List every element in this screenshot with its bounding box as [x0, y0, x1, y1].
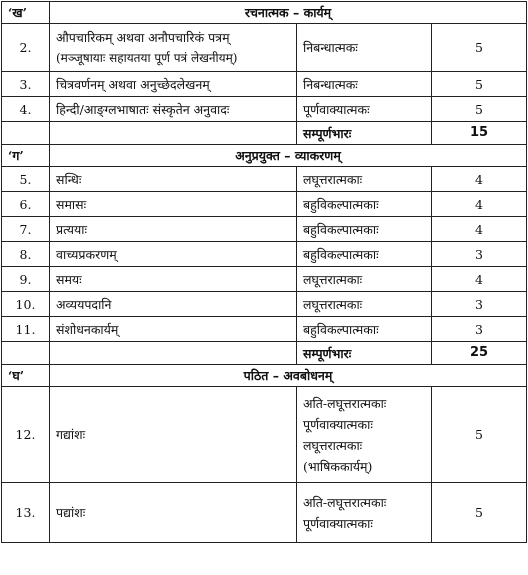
- question-marks: 4: [432, 267, 527, 292]
- question-marks: 5: [432, 483, 527, 543]
- question-type: [297, 387, 432, 483]
- total-row: [2, 342, 527, 365]
- question-type-line: पूर्णवाक्यात्मकाः: [303, 515, 373, 531]
- question-topic: संशोधनकार्यम्: [50, 317, 297, 342]
- question-number: 7.: [2, 217, 50, 242]
- question-number: 3.: [2, 72, 50, 97]
- table-row: [2, 242, 527, 267]
- section-label: ‘घ’: [2, 365, 50, 387]
- question-number: 6.: [2, 192, 50, 217]
- question-type: लघूत्तरात्मकाः: [297, 292, 432, 317]
- question-topic: चित्रवर्णनम् अथवा अनुच्छेदलेखनम्: [50, 72, 297, 97]
- section-label: ‘ख’: [2, 2, 50, 24]
- table-row: [2, 72, 527, 97]
- total-label: सम्पूर्णभारः: [297, 122, 432, 145]
- empty-cell: [50, 122, 297, 145]
- question-topic: पद्यांशः: [50, 483, 297, 543]
- question-topic: समासः: [50, 192, 297, 217]
- table-row: [2, 192, 527, 217]
- question-marks: 4: [432, 192, 527, 217]
- empty-cell: [50, 342, 297, 365]
- question-topic: समयः: [50, 267, 297, 292]
- question-topic: अव्ययपदानि: [50, 292, 297, 317]
- question-number: 9.: [2, 267, 50, 292]
- question-type-line: अति-लघूत्तरात्मकाः: [303, 494, 387, 510]
- question-marks: 4: [432, 217, 527, 242]
- section-label: ‘ग’: [2, 145, 50, 167]
- question-topic-line: औपचारिकम् अथवा अनौपचारिकं पत्रम्: [56, 29, 230, 45]
- question-topic-line: (मञ्जूषायाः सहायतया पूर्ण पत्रं लेखनीयम्): [56, 50, 238, 65]
- question-type-line: अति-लघूत्तरात्मकाः: [303, 395, 387, 411]
- question-topic: [50, 24, 297, 72]
- table-row: [2, 217, 527, 242]
- question-marks: 5: [432, 97, 527, 122]
- question-type: बहुविकल्पात्मकाः: [297, 217, 432, 242]
- question-type-line: (भाषिककार्यम्): [303, 458, 373, 474]
- table-row: [2, 387, 527, 483]
- question-number: 5.: [2, 167, 50, 192]
- question-topic: वाच्यप्रकरणम्: [50, 242, 297, 267]
- table-row: [2, 483, 527, 543]
- table-row: [2, 167, 527, 192]
- question-type: लघूत्तरात्मकाः: [297, 167, 432, 192]
- question-number: 8.: [2, 242, 50, 267]
- question-type-line: लघूत्तरात्मकाः: [303, 437, 363, 453]
- question-marks: 5: [432, 387, 527, 483]
- section-title: पठित – अवबोधनम्: [50, 365, 527, 387]
- section-title: अनुप्रयुक्त – व्याकरणम्: [50, 145, 527, 167]
- question-topic: हिन्दी/आङ्ग्लभाषातः संस्कृतेन अनुवादः: [50, 97, 297, 122]
- question-type: निबन्धात्मकः: [297, 72, 432, 97]
- question-marks: 4: [432, 167, 527, 192]
- question-topic: सन्धिः: [50, 167, 297, 192]
- table-row: [2, 317, 527, 342]
- empty-cell: [2, 122, 50, 145]
- question-type: बहुविकल्पात्मकाः: [297, 317, 432, 342]
- question-type-line: पूर्णवाक्यात्मकाः: [303, 416, 373, 432]
- question-type: लघूत्तरात्मकाः: [297, 267, 432, 292]
- section-header-gha: [2, 365, 527, 387]
- total-row: [2, 122, 527, 145]
- question-topic: प्रत्ययाः: [50, 217, 297, 242]
- question-type: [297, 483, 432, 543]
- question-type: पूर्णवाक्यात्मकः: [297, 97, 432, 122]
- question-number: 12.: [2, 387, 50, 483]
- table-row: [2, 97, 527, 122]
- question-type: बहुविकल्पात्मकाः: [297, 192, 432, 217]
- table-row: [2, 267, 527, 292]
- question-marks: 3: [432, 292, 527, 317]
- section-title: रचनात्मक – कार्यम्: [50, 2, 527, 24]
- question-number: 2.: [2, 24, 50, 72]
- table-row: [2, 292, 527, 317]
- question-type: निबन्धात्मकः: [297, 24, 432, 72]
- marks-distribution-table: [1, 1, 527, 543]
- question-marks: 5: [432, 72, 527, 97]
- section-header-ga: [2, 145, 527, 167]
- total-value: 25: [432, 342, 527, 365]
- empty-cell: [2, 342, 50, 365]
- section-header-kha: [2, 2, 527, 24]
- question-topic: गद्यांशः: [50, 387, 297, 483]
- table-row: [2, 24, 527, 72]
- question-marks: 3: [432, 242, 527, 267]
- total-value: 15: [432, 122, 527, 145]
- question-number: 10.: [2, 292, 50, 317]
- question-marks: 5: [432, 24, 527, 72]
- question-number: 11.: [2, 317, 50, 342]
- question-number: 13.: [2, 483, 50, 543]
- question-marks: 3: [432, 317, 527, 342]
- total-label: सम्पूर्णभारः: [297, 342, 432, 365]
- question-type: बहुविकल्पात्मकाः: [297, 242, 432, 267]
- question-number: 4.: [2, 97, 50, 122]
